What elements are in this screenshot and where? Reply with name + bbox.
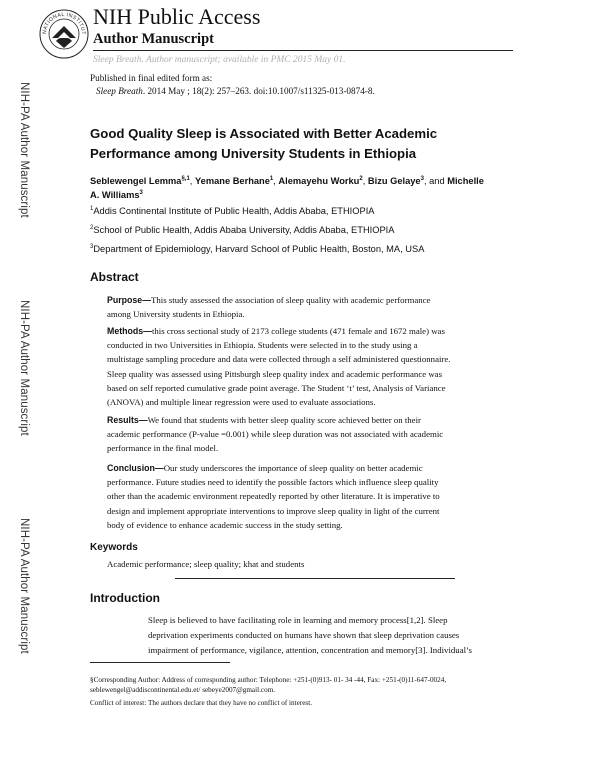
abstract-heading: Abstract <box>90 270 139 284</box>
author-manuscript-subtitle: Author Manuscript <box>93 31 214 47</box>
author-2: Yemane Berhane$^1$ <box>194 175 274 186</box>
journal-name: Sleep Breath <box>96 86 143 96</box>
nih-public-access-title: NIH Public Access <box>93 4 261 29</box>
introduction-body: Sleep is believed to have facilitating role in learning and memory process[1,2]. Sleep deprivation experiments conducted on humans have shown that sleep deprivation causes impairment of performance, vigilance, attention, concentration and memory[3]. Individual’s <box>148 615 472 655</box>
citation-line <box>96 85 375 98</box>
keywords-heading: Keywords <box>90 542 138 553</box>
citation-details: . 2014 May ; 18(2): 257–263. doi:10.1007/s11325-013-0874-8. <box>142 86 375 96</box>
keywords-text: Academic performance; sleep quality; khat and students <box>107 559 305 569</box>
abstract-results: Results—We found that students with better sleep quality score achieved better on their academic performance (P-value =0.001) while sleep duration was not associated with academic performance in the final model. <box>107 415 444 454</box>
footnote-rule <box>90 662 230 663</box>
nih-seal-icon <box>38 8 90 60</box>
author-5-first: Michelle <box>447 176 484 186</box>
header-rule <box>93 50 513 51</box>
author-line-1: Seblewengel Lemma$^{\S,1}$, Yemane Berhane$^1$, Alemayehu Worku$^2$, Bizu Gelaye$^3$, and Michelle <box>90 175 484 186</box>
author-5-last: A. Williams$^3$ <box>90 189 143 200</box>
author-4: Bizu Gelaye$^3$ <box>367 175 424 186</box>
author-1: Seblewengel Lemma$^{\S,1}$ <box>90 175 190 186</box>
abstract-methods: Methods—this cross sectional study of 2173 college students (471 female and 1672 male) was conducted in two Universities in Ethiopia. Students were selected in to the study using a multistage sampling procedure and data were collected through a self administered questionnaire. Sleep quality was assessed using Pittsburgh sleep quality index and academic performance was based on self reported cumulative grade point average. The Student ‘t’ test, Analysis of Variance (ANOVA) and multiple linear regression were used to evaluate associations. <box>107 326 451 408</box>
article-title: Good Quality Sleep is Associated with Better Academic Performance among University Students in Ethiopia <box>90 126 438 161</box>
journal-availability-note: Sleep Breath. Author manuscript; available in PMC 2015 May 01. <box>93 55 346 65</box>
footnote-corresponding: §Corresponding Author: Address of corresponding author: Telephone: +251-(0)913- 01- 34 -44, Fax: +251-(0)11-647-0024, seblewengel@addiscontinental.edu.et/ sebeye2007@gmail.com. <box>90 676 447 694</box>
introduction-heading: Introduction <box>90 591 160 605</box>
affiliation-1: $^1$Addis Continental Institute of Public Health, Addis Ababa, ETHIOPIA <box>90 205 375 216</box>
author-list <box>90 174 560 202</box>
keywords-rule <box>175 578 455 579</box>
abstract-purpose: Purpose—This study assessed the association of sleep quality with academic performance among University students in Ethiopia. <box>107 295 431 320</box>
affiliation-3: $^3$Department of Epidemiology, Harvard School of Public Health, Boston, MA, USA <box>90 243 425 254</box>
svg-text:NATIONAL INSTITUTES OF HEALTH: NATIONAL INSTITUT <box>41 11 87 36</box>
abstract-conclusion: Conclusion—Our study underscores the importance of sleep quality on better academic performance. Future studies need to identify the possible factors which influence sleep quality other than the academic environment repeatedly reported by other literature. It is imperative to design and implement appropriate interventions to improve sleep quality in light of the current body of evidence to enhance academic success in the study setting. <box>107 463 440 530</box>
author-3: Alemayehu Worku$^2$ <box>278 175 363 186</box>
published-in-label: Published in final edited form as: <box>90 73 213 83</box>
author-line-2 <box>90 188 560 202</box>
footnote-conflict: Conflict of interest: The authors declare that they have no conflict of interest. <box>90 699 313 707</box>
nih-seal-logo <box>38 8 90 60</box>
affiliation-2: $^2$School of Public Health, Addis Ababa University, Addis Ababa, ETHIOPIA <box>90 224 395 235</box>
